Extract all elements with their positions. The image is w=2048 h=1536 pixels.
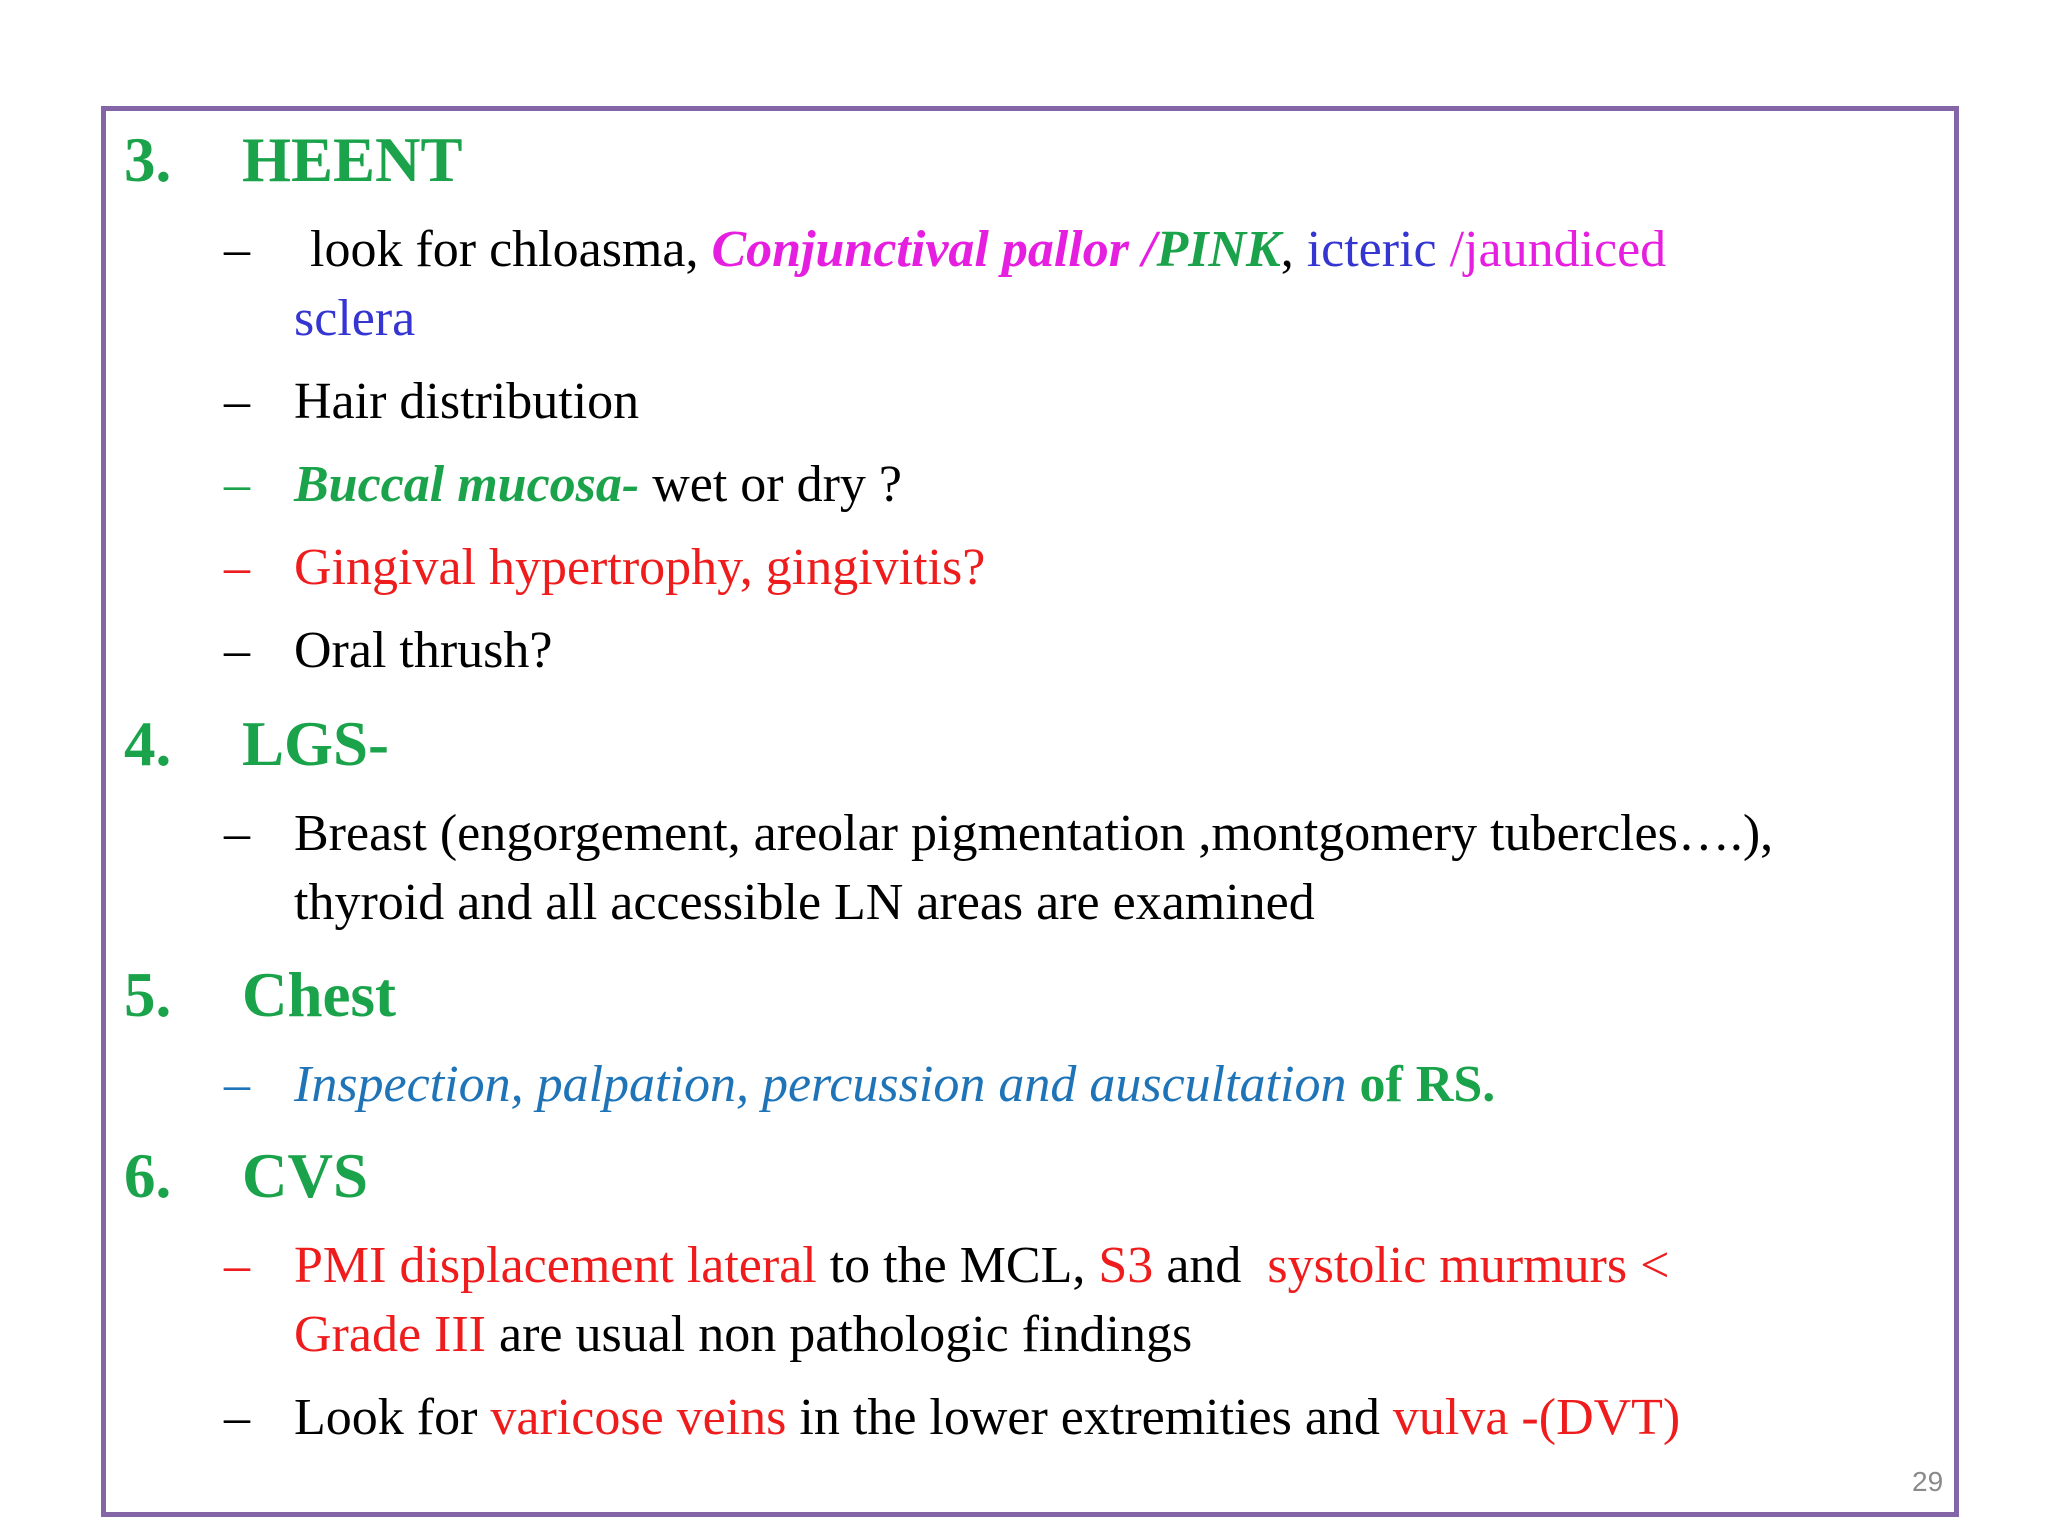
heading-number: 3.	[124, 125, 172, 195]
bullet-pmi-continuation	[294, 1306, 1193, 1363]
bullet-text: Look for	[294, 1389, 491, 1446]
bullet-varicose	[224, 1389, 1681, 1446]
bullet-text: Breast (engorgement, areolar pigmentation ,montgomery tubercles….),	[294, 805, 1774, 862]
bullet-dash: –	[224, 539, 250, 596]
bullet-text-vulva: vulva -(DVT)	[1392, 1389, 1681, 1446]
bullet-breast-continuation: thyroid and all accessible LN areas are examined	[294, 874, 1315, 931]
bullet-hair	[224, 373, 640, 430]
bullet-dash: –	[224, 373, 250, 430]
bullet-dash: –	[224, 622, 250, 679]
bullet-text-icteric: icteric	[1306, 221, 1450, 278]
bullet-text: Gingival hypertrophy, gingivitis?	[294, 539, 986, 596]
bullet-text: ,	[1280, 221, 1307, 278]
bullet-text-s3: S3	[1098, 1237, 1154, 1294]
heading-number: 6.	[124, 1141, 172, 1211]
bullet-dash: –	[224, 456, 250, 513]
bullet-dash: –	[224, 1389, 250, 1446]
bullet-text-grade: Grade III	[294, 1306, 486, 1363]
bullet-dash: –	[224, 221, 250, 278]
bullet-text: are usual non pathologic findings	[485, 1306, 1193, 1363]
heading-title: CVS	[242, 1141, 369, 1211]
bullet-text-buccal: Buccal mucosa-	[294, 456, 640, 513]
bullet-buccal	[224, 456, 903, 513]
bullet-text: look for chloasma,	[310, 221, 712, 278]
bullet-text: and	[1153, 1237, 1268, 1294]
bullet-inspection	[224, 1056, 1496, 1113]
bullet-breast	[224, 805, 1774, 862]
heading-heent	[124, 125, 463, 195]
bullet-dash: –	[224, 1056, 250, 1113]
page-number: 29	[1912, 1466, 1944, 1497]
bullet-pmi	[224, 1237, 1670, 1294]
heading-number: 4.	[124, 709, 172, 779]
bullet-text: Oral thrush?	[294, 622, 553, 679]
bullet-chloasma	[224, 221, 1667, 278]
bullet-gingival	[224, 539, 986, 596]
heading-cvs	[124, 1141, 369, 1211]
heading-title: HEENT	[242, 125, 463, 195]
bullet-chloasma-continuation: sclera	[294, 290, 416, 347]
bullet-text-inspection: Inspection, palpation, percussion and auscultation	[294, 1056, 1347, 1113]
bullet-text-pallor: Conjunctival pallor /	[711, 221, 1157, 278]
bullet-text: to the MCL,	[816, 1237, 1099, 1294]
heading-chest	[124, 960, 396, 1030]
bullet-dash: –	[224, 805, 250, 862]
bullet-text-rs: of RS.	[1346, 1056, 1496, 1113]
bullet-text-jaundiced: /jaundiced	[1449, 221, 1667, 278]
heading-title: Chest	[242, 960, 396, 1030]
heading-lgs	[124, 709, 390, 779]
bullet-text: in the lower extremities and	[786, 1389, 1393, 1446]
bullet-text: wet or dry ?	[639, 456, 903, 513]
bullet-oral-thrush	[224, 622, 553, 679]
bullet-text-pink: PINK	[1156, 221, 1281, 278]
bullet-text-murmurs: systolic murmurs <	[1267, 1237, 1670, 1294]
bullet-text-varicose: varicose veins	[490, 1389, 787, 1446]
heading-number: 5.	[124, 960, 172, 1030]
heading-title: LGS-	[242, 709, 390, 779]
bullet-dash: –	[224, 1237, 250, 1294]
bullet-text-pmi: PMI displacement lateral	[294, 1237, 817, 1294]
bullet-text: Hair distribution	[294, 373, 640, 430]
